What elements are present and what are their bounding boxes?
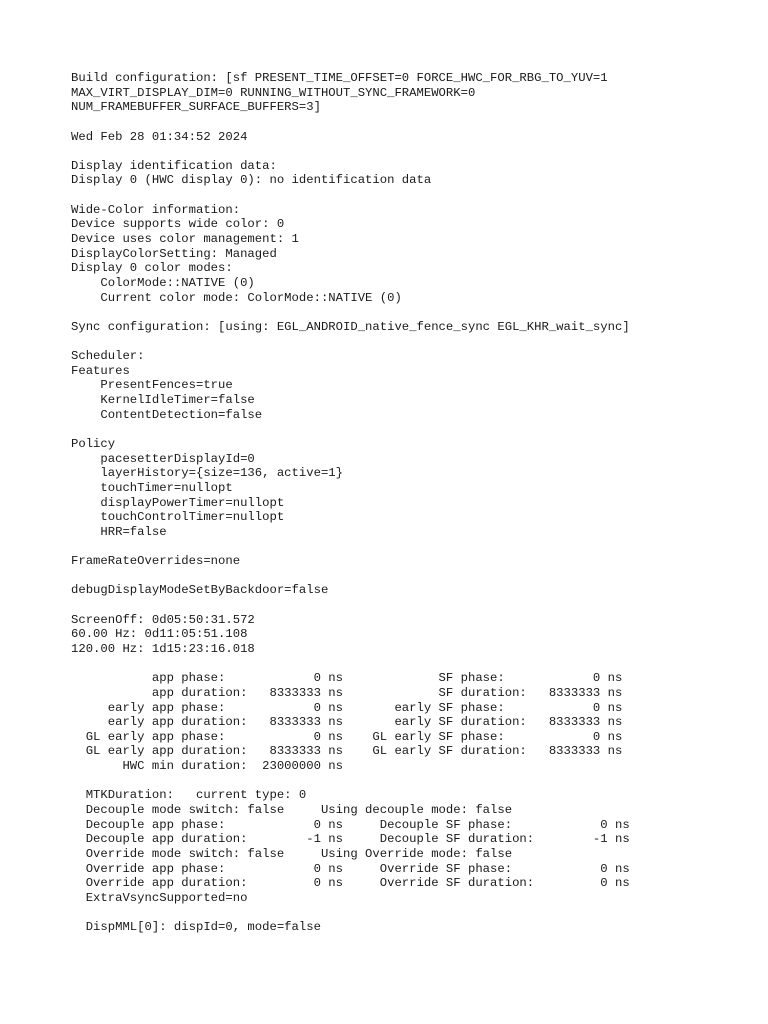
text-line: Policy bbox=[71, 437, 116, 452]
text-line: GL early app duration: 8333333 ns GL early SF duration: 8333333 ns bbox=[71, 744, 623, 759]
text-line: Override app phase: 0 ns Override SF phase: 0 ns bbox=[71, 861, 630, 876]
text-line: KernelIdleTimer=false bbox=[71, 393, 255, 408]
text-line: Scheduler: bbox=[71, 349, 145, 364]
text-line: Override app duration: 0 ns Override SF duration: 0 ns bbox=[71, 876, 630, 891]
text-line: FrameRateOverrides=none bbox=[71, 554, 241, 569]
text-line bbox=[71, 305, 761, 320]
text-line: app duration: 8333333 ns SF duration: 8333333 ns bbox=[71, 685, 623, 700]
text-line: Decouple mode switch: false Using decouple mode: false bbox=[71, 803, 513, 818]
text-line: debugDisplayModeSetByBackdoor=false bbox=[71, 583, 329, 598]
text-line: Current color mode: ColorMode::NATIVE (0) bbox=[71, 290, 402, 305]
text-line: ExtraVsyncSupported=no bbox=[71, 890, 248, 905]
text-line bbox=[71, 906, 761, 921]
text-line: 60.00 Hz: 0d11:05:51.108 bbox=[71, 627, 248, 642]
text-line: Wide-Color information: bbox=[71, 202, 241, 217]
text-line: app phase: 0 ns SF phase: 0 ns bbox=[71, 671, 623, 686]
text-line: early app duration: 8333333 ns early SF duration: 8333333 ns bbox=[71, 715, 623, 730]
text-line: DispMML[0]: dispId=0, mode=false bbox=[71, 920, 321, 935]
text-line: Wed Feb 28 01:34:52 2024 bbox=[71, 129, 248, 144]
text-line: Display 0 (HWC display 0): no identification data bbox=[71, 173, 432, 188]
text-line: Build configuration: [sf PRESENT_TIME_OFFSET=0 FORCE_HWC_FOR_RBG_TO_YUV=1 bbox=[71, 71, 608, 85]
text-line: 120.00 Hz: 1d15:23:16.018 bbox=[71, 641, 255, 656]
text-line bbox=[71, 422, 761, 437]
text-line: PresentFences=true bbox=[71, 378, 233, 393]
text-line bbox=[71, 540, 761, 555]
text-line: MTKDuration: current type: 0 bbox=[71, 788, 307, 803]
text-line: Device supports wide color: 0 bbox=[71, 217, 285, 232]
text-line: pacesetterDisplayId=0 bbox=[71, 451, 255, 466]
text-line bbox=[71, 188, 761, 203]
text-line: DisplayColorSetting: Managed bbox=[71, 246, 277, 261]
text-line: early app phase: 0 ns early SF phase: 0 ns bbox=[71, 700, 623, 715]
text-line: ScreenOff: 0d05:50:31.572 bbox=[71, 612, 255, 627]
text-line bbox=[71, 569, 761, 584]
text-line: Display identification data: bbox=[71, 158, 277, 173]
dumpsys-text-document bbox=[71, 71, 761, 935]
text-line: layerHistory={size=136, active=1} bbox=[71, 466, 343, 481]
text-line: Features bbox=[71, 363, 130, 378]
text-line: touchControlTimer=nullopt bbox=[71, 510, 285, 525]
text-line: Display 0 color modes: bbox=[71, 261, 233, 276]
text-line: ContentDetection=false bbox=[71, 407, 263, 422]
text-line: Decouple app duration: -1 ns Decouple SF duration: -1 ns bbox=[71, 832, 630, 847]
text-line bbox=[71, 335, 761, 350]
text-line: Override mode switch: false Using Override mode: false bbox=[71, 846, 513, 861]
text-line: touchTimer=nullopt bbox=[71, 480, 233, 495]
text-line: HRR=false bbox=[71, 524, 167, 539]
text-line: HWC min duration: 23000000 ns bbox=[71, 759, 343, 774]
text-line bbox=[71, 115, 761, 130]
text-line: MAX_VIRT_DISPLAY_DIM=0 RUNNING_WITHOUT_SYNC_FRAMEWORK=0 bbox=[71, 85, 476, 100]
text-line bbox=[71, 144, 761, 159]
text-line: ColorMode::NATIVE (0) bbox=[71, 275, 255, 290]
text-line: Device uses color management: 1 bbox=[71, 232, 299, 247]
text-line bbox=[71, 657, 761, 672]
text-line: Sync configuration: [using: EGL_ANDROID_native_fence_sync EGL_KHR_wait_sync] bbox=[71, 319, 630, 334]
text-line: displayPowerTimer=nullopt bbox=[71, 495, 285, 510]
text-line: Decouple app phase: 0 ns Decouple SF phase: 0 ns bbox=[71, 817, 630, 832]
text-line bbox=[71, 774, 761, 789]
text-line: GL early app phase: 0 ns GL early SF phase: 0 ns bbox=[71, 729, 623, 744]
text-line: NUM_FRAMEBUFFER_SURFACE_BUFFERS=3] bbox=[71, 100, 321, 115]
text-line bbox=[71, 598, 761, 613]
